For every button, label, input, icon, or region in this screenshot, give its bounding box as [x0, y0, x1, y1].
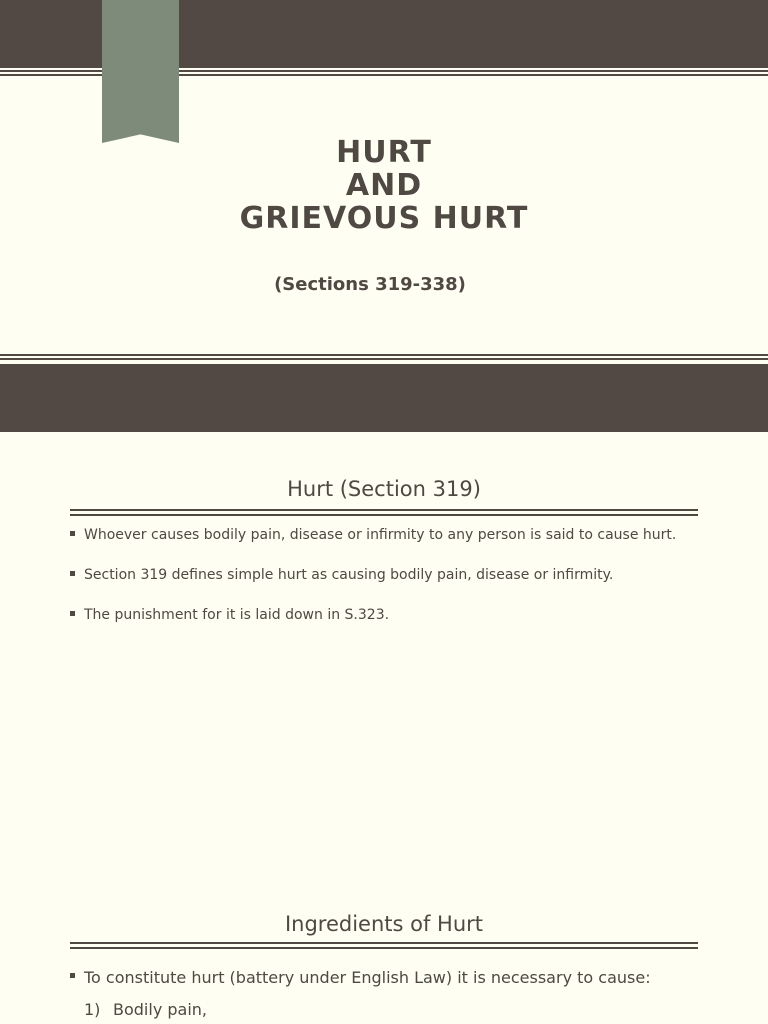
slide-heading: Hurt (Section 319) — [287, 477, 481, 501]
numbered-item — [84, 1000, 207, 1019]
heading-rule-2 — [70, 947, 698, 949]
slide-title — [0, 136, 768, 235]
slide-title-line: HURT — [336, 135, 432, 170]
heading-rule-2 — [70, 514, 698, 516]
mid-band — [0, 364, 768, 432]
bullet-text: To constitute hurt (battery under English Law) it is necessary to cause: — [84, 968, 651, 987]
list-item — [70, 566, 710, 606]
bullet-icon — [70, 973, 75, 978]
slide-subtitle: (Sections 319-338) — [274, 274, 466, 295]
bullet-text: The punishment for it is laid down in S.323. — [84, 607, 390, 623]
slide-heading: Ingredients of Hurt — [284, 912, 484, 936]
item-number: 1) — [84, 1000, 101, 1019]
item-text: Bodily pain, — [113, 1000, 207, 1019]
heading-rule-1 — [70, 942, 698, 944]
slide-title-line: AND — [345, 168, 423, 203]
mid-rule-2 — [0, 358, 768, 360]
bullet-list — [70, 968, 710, 988]
bullet-text: Section 319 defines simple hurt as causing bodily pain, disease or infirmity. — [84, 567, 614, 583]
bullet-icon — [70, 571, 75, 576]
heading-rule-1 — [70, 509, 698, 511]
bullet-list — [70, 526, 710, 646]
bullet-icon — [70, 531, 75, 536]
bullet-text: Whoever causes bodily pain, disease or infirmity to any person is said to cause hurt. — [84, 527, 677, 543]
bullet-icon — [70, 611, 75, 616]
bookmark-ribbon — [102, 0, 179, 143]
mid-rule-1 — [0, 354, 768, 356]
list-item — [70, 968, 710, 988]
list-item — [70, 526, 710, 566]
list-item — [70, 606, 710, 646]
slide-title-line: GRIEVOUS HURT — [239, 201, 529, 236]
